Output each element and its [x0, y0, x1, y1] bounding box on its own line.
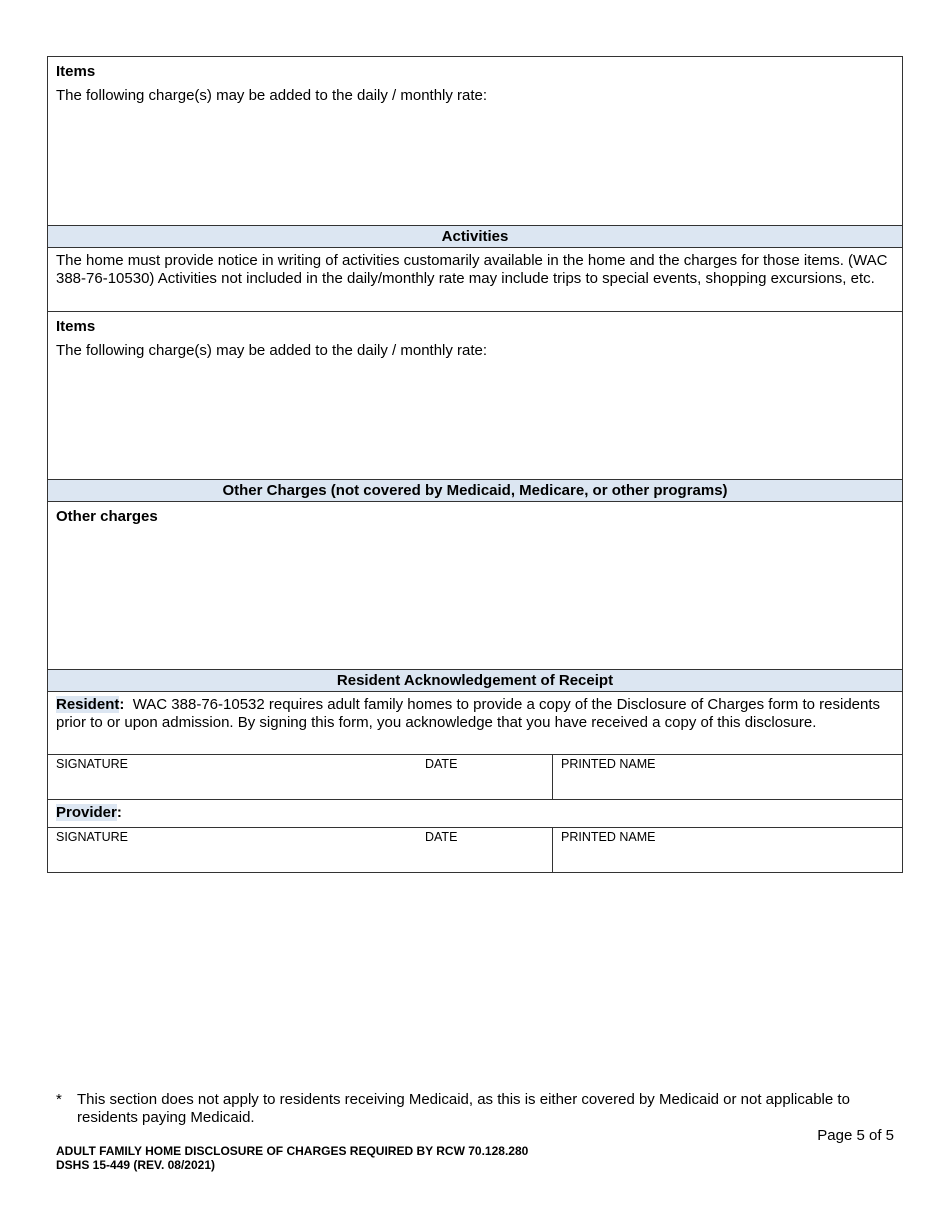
provider-date-field[interactable]: [425, 828, 552, 872]
resident-signature-field[interactable]: [48, 755, 425, 799]
provider-row: Provider:: [48, 799, 902, 827]
page-number: Page 5 of 5: [817, 1127, 894, 1144]
other-charges-section[interactable]: [48, 501, 902, 669]
items-heading: Items: [56, 318, 96, 335]
printed-name-label: PRINTED NAME: [561, 757, 656, 771]
provider-signature-row: [48, 827, 902, 872]
footnote-marker: *: [56, 1091, 62, 1108]
form-footer: [56, 1144, 528, 1172]
printed-name-label: PRINTED NAME: [561, 830, 656, 844]
footer-title: ADULT FAMILY HOME DISCLOSURE OF CHARGES REQUIRED BY RCW 70.128.280: [56, 1144, 529, 1158]
signature-label: SIGNATURE: [56, 830, 128, 844]
disclosure-form: [47, 56, 903, 873]
footnote: [56, 1091, 896, 1127]
acknowledgement-header: Resident Acknowledgement of Receipt: [48, 669, 902, 691]
resident-acknowledgement: Resident: WAC 388-76-10532 requires adult family homes to provide a copy of the Disclosure of Charges form to residents prior to or upon admission. By signing this form, you acknowledge that you have received a copy of this disclosure.: [48, 691, 902, 754]
resident-printed-name-field[interactable]: [552, 755, 902, 799]
signature-label: SIGNATURE: [56, 757, 128, 771]
date-label: DATE: [425, 830, 458, 844]
resident-text: WAC 388-76-10532 requires adult family homes to provide a copy of the Disclosure of Charges form to residents prior to or upon admission. By signing this form, you acknowledge that you have received a copy of this disclosure.: [56, 696, 881, 731]
items-text: The following charge(s) may be added to the daily / monthly rate:: [56, 87, 488, 104]
footnote-text: This section does not apply to residents receiving Medicaid, as this is either covered by Medicaid or not applicable to residents paying Medicaid.: [77, 1091, 850, 1126]
other-charges-header: Other Charges (not covered by Medicaid, Medicare, or other programs): [48, 479, 902, 501]
footer-form-id: DSHS 15-449 (REV. 08/2021): [56, 1158, 215, 1172]
provider-signature-field[interactable]: [48, 828, 425, 872]
items-section-1: [48, 57, 902, 225]
date-label: DATE: [425, 757, 458, 771]
resident-signature-row: [48, 754, 902, 799]
resident-label: Resident: [56, 696, 120, 713]
items-heading: Items: [56, 63, 96, 80]
items-section-2: [48, 311, 902, 479]
items-text: The following charge(s) may be added to the daily / monthly rate:: [56, 342, 488, 359]
other-charges-heading: Other charges: [56, 508, 158, 525]
provider-printed-name-field[interactable]: [552, 828, 902, 872]
resident-date-field[interactable]: [425, 755, 552, 799]
activities-header: Activities: [48, 225, 902, 247]
activities-notice: The home must provide notice in writing of activities customarily available in the home and the charges for those items. (WAC 388-76-10530) Activities not included in the daily/monthly rate may include trips to special events, shopping excursions, etc.: [48, 247, 902, 311]
provider-label: Provider: [56, 804, 117, 821]
